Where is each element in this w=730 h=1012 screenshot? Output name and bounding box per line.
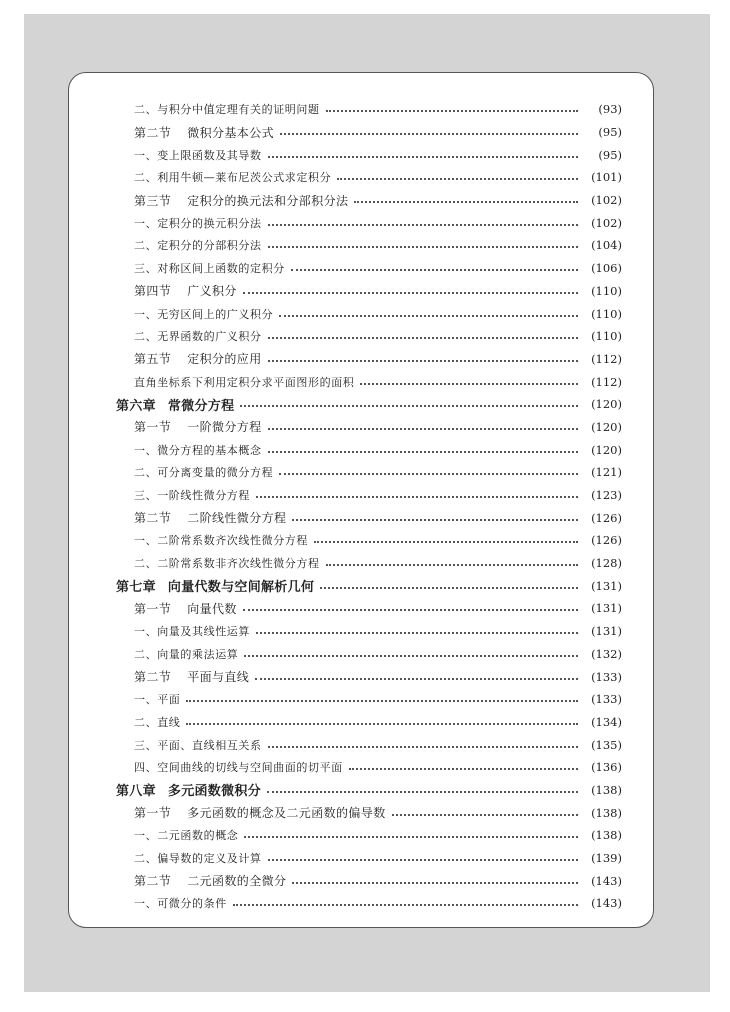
toc-entry-page: (143) <box>591 896 622 911</box>
dot-leader <box>280 133 578 135</box>
toc-entry-page: (121) <box>591 465 622 480</box>
toc-entry-number: 第二节 <box>134 670 172 685</box>
toc-chapter-entry <box>116 779 622 802</box>
toc-entry-title: 二、二阶常系数非齐次线性微分方程 <box>134 557 320 571</box>
toc-entry-page: (123) <box>591 488 622 503</box>
toc-entry-number: 第四节 <box>134 284 172 299</box>
toc-entry-page: (102) <box>591 215 622 230</box>
toc-subsection-entry <box>116 552 622 575</box>
toc-entry-page: (106) <box>591 261 622 276</box>
toc-entry-title: 四、空间曲线的切线与空间曲面的切平面 <box>134 761 343 775</box>
toc-entry-page: (134) <box>591 714 622 729</box>
toc-subsection-entry <box>116 211 622 234</box>
toc-entry-title: 一、变上限函数及其导数 <box>134 148 262 162</box>
toc-entry-page: (102) <box>591 193 622 208</box>
toc-entry-page: (120) <box>591 419 622 434</box>
dot-leader <box>244 836 578 838</box>
dot-leader <box>256 496 578 498</box>
toc-entry-page: (138) <box>591 805 622 820</box>
dot-leader <box>326 110 578 112</box>
toc-entry-title: 一阶微分方程 <box>187 420 262 435</box>
toc-subsection-entry <box>116 166 622 189</box>
dot-leader <box>268 246 578 248</box>
toc-entry-number: 第五节 <box>134 352 172 367</box>
toc-subsection-entry <box>116 302 622 325</box>
toc-chapter-entry <box>116 574 622 597</box>
toc-entry-title: 二元函数的全微分 <box>187 874 287 889</box>
toc-entry-title: 二、可分离变量的微分方程 <box>134 466 274 480</box>
dot-leader <box>267 791 578 793</box>
dot-leader <box>291 269 578 271</box>
toc-entry-title: 一、定积分的换元积分法 <box>134 216 262 230</box>
toc-entry-title: 向量代数 <box>187 601 237 616</box>
toc-entry-page: (132) <box>591 646 622 661</box>
toc-entry-page: (112) <box>591 374 622 389</box>
toc-entry-title: 二、利用牛顿—莱布尼茨公式求定积分 <box>134 171 332 185</box>
toc-subsection-entry <box>116 143 622 166</box>
toc-entry-page: (138) <box>591 828 622 843</box>
toc-entry-title: 三、对称区间上函数的定积分 <box>134 262 285 276</box>
toc-entry-page: (128) <box>591 556 622 571</box>
toc-entry-title: 直角坐标系下利用定积分求平面图形的面积 <box>134 375 355 389</box>
toc-entry-number: 第二节 <box>134 511 172 526</box>
table-of-contents <box>116 98 622 915</box>
toc-section-entry <box>116 348 622 371</box>
toc-entry-number: 第三节 <box>134 193 172 208</box>
toc-subsection-entry <box>116 733 622 756</box>
toc-entry-title: 二、与积分中值定理有关的证明问题 <box>134 103 320 117</box>
toc-subsection-entry <box>116 620 622 643</box>
toc-section-entry <box>116 189 622 212</box>
toc-entry-page: (131) <box>591 624 622 639</box>
dot-leader <box>354 201 578 203</box>
toc-entry-title: 一、可微分的条件 <box>134 897 227 911</box>
toc-section-entry <box>116 801 622 824</box>
dot-leader <box>268 156 578 158</box>
toc-entry-title: 向量代数与空间解析几何 <box>167 580 315 596</box>
dot-leader <box>314 541 578 543</box>
toc-section-entry <box>116 280 622 303</box>
toc-entry-number: 第七章 <box>116 580 156 596</box>
toc-entry-page: (143) <box>591 873 622 888</box>
toc-entry-page: (133) <box>591 669 622 684</box>
dot-leader <box>360 383 578 385</box>
toc-subsection-entry <box>116 461 622 484</box>
toc-subsection-entry <box>116 688 622 711</box>
toc-entry-title: 一、平面 <box>134 693 181 707</box>
dot-leader <box>243 609 578 611</box>
toc-entry-page: (131) <box>591 578 622 593</box>
toc-entry-title: 常微分方程 <box>167 398 235 414</box>
toc-entry-page: (135) <box>591 737 622 752</box>
dot-leader <box>244 655 578 657</box>
toc-entry-number: 第一节 <box>134 601 172 616</box>
toc-section-entry <box>116 869 622 892</box>
toc-entry-title: 二、无界函数的广义积分 <box>134 330 262 344</box>
dot-leader <box>268 360 578 362</box>
toc-subsection-entry <box>116 643 622 666</box>
dot-leader <box>392 814 578 816</box>
toc-section-entry <box>116 416 622 439</box>
toc-subsection-entry <box>116 847 622 870</box>
toc-entry-title: 定积分的应用 <box>187 352 262 367</box>
dot-leader <box>255 678 578 680</box>
toc-subsection-entry <box>116 756 622 779</box>
toc-section-entry <box>116 597 622 620</box>
dot-leader <box>268 746 578 748</box>
dot-leader <box>268 337 578 339</box>
toc-chapter-entry <box>116 393 622 416</box>
toc-section-entry <box>116 506 622 529</box>
toc-entry-page: (95) <box>598 147 622 162</box>
toc-entry-title: 一、无穷区间上的广义积分 <box>134 307 274 321</box>
toc-entry-page: (131) <box>591 601 622 616</box>
toc-entry-number: 第二节 <box>134 874 172 889</box>
toc-subsection-entry <box>116 98 622 121</box>
toc-entry-title: 二、向量的乘法运算 <box>134 647 239 661</box>
toc-entry-title: 微积分基本公式 <box>187 125 275 140</box>
toc-subsection-entry <box>116 234 622 257</box>
toc-subsection-entry <box>116 438 622 461</box>
dot-leader <box>349 768 578 770</box>
toc-subsection-entry <box>116 892 622 915</box>
dot-leader <box>256 632 578 634</box>
toc-entry-page: (120) <box>591 397 622 412</box>
dot-leader <box>268 224 578 226</box>
toc-entry-page: (126) <box>591 533 622 548</box>
toc-entry-page: (120) <box>591 442 622 457</box>
toc-subsection-entry <box>116 325 622 348</box>
toc-entry-page: (138) <box>591 782 622 797</box>
toc-entry-number: 第一节 <box>134 806 172 821</box>
toc-entry-page: (133) <box>591 692 622 707</box>
toc-entry-page: (110) <box>591 283 622 298</box>
toc-entry-page: (93) <box>598 102 622 117</box>
toc-entry-title: 一、向量及其线性运算 <box>134 625 250 639</box>
toc-subsection-entry <box>116 529 622 552</box>
toc-entry-page: (112) <box>591 351 622 366</box>
dot-leader <box>243 292 578 294</box>
toc-entry-page: (104) <box>591 238 622 253</box>
dot-leader <box>320 587 578 589</box>
dot-leader <box>268 428 578 430</box>
dot-leader <box>240 405 578 407</box>
dot-leader <box>268 451 578 453</box>
toc-subsection-entry <box>116 824 622 847</box>
dot-leader <box>337 178 578 180</box>
toc-subsection-entry <box>116 711 622 734</box>
toc-entry-title: 三、平面、直线相互关系 <box>134 738 262 752</box>
toc-entry-page: (95) <box>598 125 622 140</box>
toc-subsection-entry <box>116 484 622 507</box>
dot-leader <box>279 473 578 475</box>
toc-entry-title: 一、二阶常系数齐次线性微分方程 <box>134 534 308 548</box>
toc-entry-page: (101) <box>591 170 622 185</box>
dot-leader <box>186 723 578 725</box>
toc-entry-title: 定积分的换元法和分部积分法 <box>187 193 349 208</box>
toc-section-entry <box>116 665 622 688</box>
toc-entry-title: 多元函数微积分 <box>167 784 262 800</box>
toc-entry-page: (110) <box>591 306 622 321</box>
toc-entry-page: (136) <box>591 760 622 775</box>
toc-entry-title: 多元函数的概念及二元函数的偏导数 <box>187 806 386 821</box>
toc-entry-title: 一、微分方程的基本概念 <box>134 443 262 457</box>
toc-entry-title: 二阶线性微分方程 <box>187 511 287 526</box>
dot-leader <box>233 904 578 906</box>
toc-subsection-entry <box>116 257 622 280</box>
toc-subsection-entry <box>116 370 622 393</box>
toc-entry-number: 第八章 <box>116 784 156 800</box>
toc-entry-page: (110) <box>591 329 622 344</box>
toc-section-entry <box>116 121 622 144</box>
toc-entry-number: 第六章 <box>116 398 156 414</box>
toc-entry-title: 二、直线 <box>134 715 181 729</box>
dot-leader <box>268 859 578 861</box>
toc-entry-title: 二、定积分的分部积分法 <box>134 239 262 253</box>
toc-entry-title: 一、二元函数的概念 <box>134 829 239 843</box>
toc-entry-number: 第一节 <box>134 420 172 435</box>
dot-leader <box>186 700 578 702</box>
toc-entry-number: 第二节 <box>134 125 172 140</box>
dot-leader <box>292 882 578 884</box>
toc-entry-title: 二、偏导数的定义及计算 <box>134 852 262 866</box>
toc-entry-title: 三、一阶线性微分方程 <box>134 489 250 503</box>
dot-leader <box>292 519 578 521</box>
dot-leader <box>279 315 578 317</box>
toc-entry-page: (139) <box>591 851 622 866</box>
toc-entry-page: (126) <box>591 510 622 525</box>
toc-entry-title: 平面与直线 <box>187 670 250 685</box>
dot-leader <box>326 564 578 566</box>
toc-entry-title: 广义积分 <box>187 284 237 299</box>
